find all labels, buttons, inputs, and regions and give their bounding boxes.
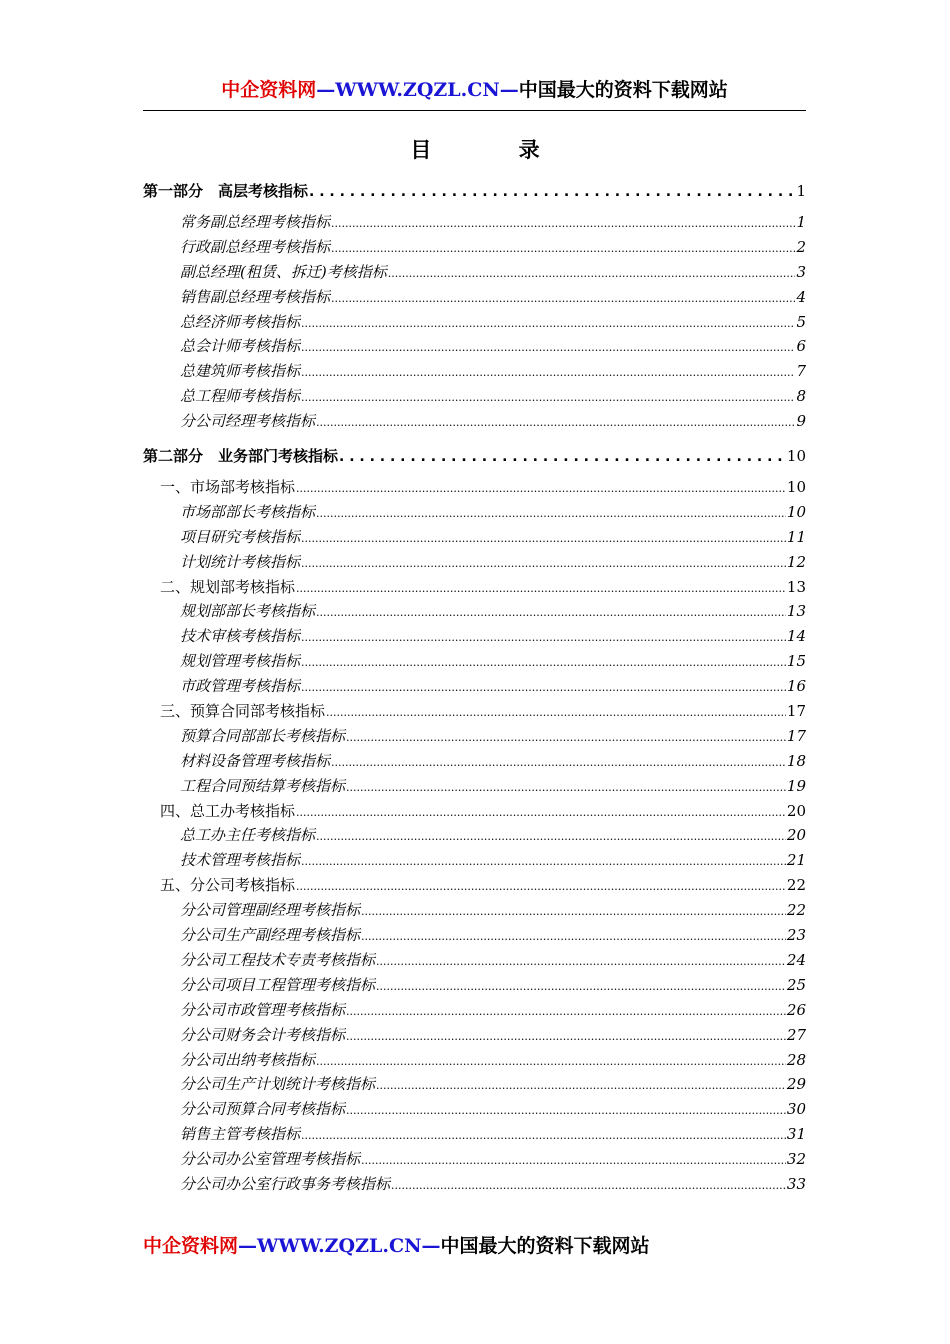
toc-entry-label: 分公司工程技术专责考核指标 xyxy=(180,950,376,969)
dot-leader xyxy=(301,677,786,695)
toc-entry-label: 市政管理考核指标 xyxy=(180,677,301,696)
toc-subentry[interactable] xyxy=(143,311,806,336)
toc-part-heading[interactable] xyxy=(143,445,806,476)
toc-subentry[interactable] xyxy=(143,1173,806,1198)
toc-entry-label: 第一部分 高层考核指标 xyxy=(143,182,309,200)
toc-subentry[interactable] xyxy=(143,750,806,775)
header-dash-1: — xyxy=(316,79,336,101)
toc-entry-page-number: 7 xyxy=(796,362,806,381)
toc-entry-page-number: 9 xyxy=(796,412,806,431)
dot-leader xyxy=(316,503,786,521)
toc-title: 目 录 xyxy=(410,138,580,162)
toc-entry-label: 技术审核考核指标 xyxy=(180,627,301,646)
toc-entry-page-number: 27 xyxy=(786,1025,806,1044)
toc-section-entry[interactable] xyxy=(143,576,806,601)
toc-entry-page-number: 20 xyxy=(786,826,806,845)
toc-entry-page-number: 17 xyxy=(786,726,806,745)
toc-subentry[interactable] xyxy=(143,335,806,360)
toc-entry-page-number: 25 xyxy=(786,975,806,994)
toc-subentry[interactable] xyxy=(143,526,806,551)
toc-entry-label: 分公司出纳考核指标 xyxy=(180,1050,316,1069)
toc-subentry[interactable] xyxy=(143,211,806,236)
toc-entry-page-number: 21 xyxy=(786,851,806,870)
toc-entry-label: 规划部部长考核指标 xyxy=(180,602,316,621)
dot-leader xyxy=(346,1001,786,1019)
toc-entry-page-number: 14 xyxy=(786,627,806,646)
toc-subentry[interactable] xyxy=(143,600,806,625)
toc-subentry[interactable] xyxy=(143,924,806,949)
toc-entry-page-number: 22 xyxy=(786,901,806,920)
dot-leader xyxy=(361,926,786,944)
toc-entry-page-number: 15 xyxy=(786,652,806,671)
toc-subentry[interactable] xyxy=(143,824,806,849)
toc-entry-page-number: 30 xyxy=(786,1100,806,1119)
toc-entry-label: 市场部部长考核指标 xyxy=(180,502,316,521)
toc-entry-label: 销售主管考核指标 xyxy=(180,1125,301,1144)
dot-leader xyxy=(296,876,786,894)
dot-leader xyxy=(309,182,795,200)
dot-leader xyxy=(339,447,786,465)
dot-leader xyxy=(388,263,796,281)
toc-section-entry[interactable] xyxy=(143,476,806,501)
toc-section-entry[interactable] xyxy=(143,800,806,825)
toc-subentry[interactable] xyxy=(143,385,806,410)
header-slogan: 中国最大的资料下载网站 xyxy=(518,79,728,101)
toc-subentry[interactable] xyxy=(143,360,806,385)
toc-entry-page-number: 20 xyxy=(786,801,806,820)
header-site-name: 中企资料网 xyxy=(221,79,317,101)
toc-subentry[interactable] xyxy=(143,410,806,435)
dot-leader xyxy=(376,1075,786,1093)
toc-subentry[interactable] xyxy=(143,1123,806,1148)
dot-leader xyxy=(346,777,786,795)
toc-entry-page-number: 6 xyxy=(796,337,806,356)
toc-entry-page-number: 29 xyxy=(786,1075,806,1094)
toc-entry-label: 五、分公司考核指标 xyxy=(160,876,296,895)
toc-entry-page-number: 10 xyxy=(786,447,806,466)
toc-entry-label: 总建筑师考核指标 xyxy=(180,362,301,381)
dot-leader xyxy=(326,702,786,720)
toc-entry-label: 分公司项目工程管理考核指标 xyxy=(180,975,376,994)
toc-entry-page-number: 26 xyxy=(786,1000,806,1019)
toc-subentry[interactable] xyxy=(143,501,806,526)
dot-leader xyxy=(301,313,795,331)
footer-site-name: 中企资料网 xyxy=(143,1235,239,1257)
page-header xyxy=(143,76,806,104)
toc-subentry[interactable] xyxy=(143,899,806,924)
dot-leader xyxy=(346,1100,786,1118)
toc-subentry[interactable] xyxy=(143,1148,806,1173)
toc-subentry[interactable] xyxy=(143,949,806,974)
dot-leader xyxy=(301,553,786,571)
toc-subentry[interactable] xyxy=(143,236,806,261)
toc-subentry[interactable] xyxy=(143,974,806,999)
toc-entry-page-number: 23 xyxy=(786,926,806,945)
toc-entry-page-number: 13 xyxy=(786,602,806,621)
dot-leader xyxy=(301,337,795,355)
toc-entry-label: 总会计师考核指标 xyxy=(180,337,301,356)
toc-subentry[interactable] xyxy=(143,725,806,750)
toc-entry-page-number: 32 xyxy=(786,1150,806,1169)
toc-entry-page-number: 1 xyxy=(796,213,806,231)
toc-entry-label: 总经济师考核指标 xyxy=(180,312,301,331)
toc-entry-page-number: 5 xyxy=(796,312,806,331)
toc-subentry[interactable] xyxy=(143,675,806,700)
toc-subentry[interactable] xyxy=(143,849,806,874)
dot-leader xyxy=(301,851,786,869)
dot-leader xyxy=(316,826,786,844)
dot-leader xyxy=(301,528,786,546)
toc-entry-label: 行政副总经理考核指标 xyxy=(180,237,331,256)
table-of-contents xyxy=(143,180,806,1198)
toc-entry-label: 材料设备管理考核指标 xyxy=(180,751,331,770)
toc-entry-page-number: 17 xyxy=(786,702,806,721)
toc-entry-label: 分公司管理副经理考核指标 xyxy=(180,901,361,920)
dot-leader xyxy=(301,362,795,380)
toc-entry-page-number: 33 xyxy=(786,1174,806,1193)
dot-leader xyxy=(301,387,795,405)
dot-leader xyxy=(296,478,786,496)
toc-entry-label: 分公司经理考核指标 xyxy=(180,412,316,431)
dot-leader xyxy=(361,1150,786,1168)
toc-subentry[interactable] xyxy=(143,999,806,1024)
toc-entry-page-number: 4 xyxy=(796,287,806,306)
toc-subentry[interactable] xyxy=(143,775,806,800)
header-dash-2: — xyxy=(499,79,519,101)
footer-dash-2: — xyxy=(421,1235,441,1257)
dot-leader xyxy=(301,652,786,670)
toc-entry-label: 总工办主任考核指标 xyxy=(180,826,316,845)
toc-entry-label: 常务副总经理考核指标 xyxy=(180,213,331,231)
dot-leader xyxy=(331,752,786,770)
toc-entry-label: 分公司财务会计考核指标 xyxy=(180,1025,346,1044)
toc-entry-label: 工程合同预结算考核指标 xyxy=(180,776,346,795)
toc-subentry[interactable] xyxy=(143,261,806,286)
dot-leader xyxy=(296,578,786,596)
toc-entry-label: 二、规划部考核指标 xyxy=(160,577,296,596)
dot-leader xyxy=(301,627,786,645)
toc-subentry[interactable] xyxy=(143,1098,806,1123)
toc-entry-page-number: 3 xyxy=(796,262,806,281)
dot-leader xyxy=(331,213,795,231)
toc-subentry[interactable] xyxy=(143,286,806,311)
toc-part-heading[interactable] xyxy=(143,180,806,211)
toc-entry-label: 项目研究考核指标 xyxy=(180,527,301,546)
toc-entry-label: 分公司生产副经理考核指标 xyxy=(180,926,361,945)
toc-entry-page-number: 28 xyxy=(786,1050,806,1069)
toc-entry-page-number: 1 xyxy=(796,182,806,200)
toc-entry-page-number: 18 xyxy=(786,751,806,770)
toc-entry-label: 技术管理考核指标 xyxy=(180,851,301,870)
dot-leader xyxy=(301,1125,786,1143)
toc-entry-page-number: 11 xyxy=(786,527,806,546)
dot-leader xyxy=(391,1175,786,1193)
footer-dash-1: — xyxy=(238,1235,258,1257)
footer-url-link[interactable]: WWW.ZQZL.CN xyxy=(257,1235,422,1257)
toc-entry-page-number: 10 xyxy=(786,478,806,497)
toc-entry-label: 四、总工办考核指标 xyxy=(160,801,296,820)
toc-entry-label: 计划统计考核指标 xyxy=(180,552,301,571)
toc-entry-label: 三、预算合同部考核指标 xyxy=(160,702,326,721)
toc-entry-label: 副总经理(租赁、拆迁)考核指标 xyxy=(180,262,387,281)
toc-subentry[interactable] xyxy=(143,1024,806,1049)
toc-entry-label: 一、市场部考核指标 xyxy=(160,478,296,497)
dot-leader xyxy=(331,238,795,256)
toc-entry-page-number: 16 xyxy=(786,677,806,696)
toc-entry-label: 分公司市政管理考核指标 xyxy=(180,1000,346,1019)
toc-entry-page-number: 10 xyxy=(786,502,806,521)
header-divider xyxy=(143,110,806,111)
page-footer xyxy=(143,1232,649,1260)
toc-entry-label: 分公司办公室管理考核指标 xyxy=(180,1150,361,1169)
dot-leader xyxy=(361,901,786,919)
toc-section-entry[interactable] xyxy=(143,874,806,899)
toc-entry-page-number: 12 xyxy=(786,552,806,571)
toc-entry-page-number: 31 xyxy=(786,1125,806,1144)
header-url-link[interactable]: WWW.ZQZL.CN xyxy=(335,79,500,101)
dot-leader xyxy=(346,1026,786,1044)
dot-leader xyxy=(331,288,795,306)
dot-leader xyxy=(316,602,786,620)
toc-section-entry[interactable] xyxy=(143,700,806,725)
toc-subentry[interactable] xyxy=(143,1049,806,1074)
toc-entry-page-number: 2 xyxy=(796,237,806,256)
footer-slogan: 中国最大的资料下载网站 xyxy=(440,1235,650,1257)
toc-entry-label: 分公司办公室行政事务考核指标 xyxy=(180,1174,391,1193)
toc-subentry[interactable] xyxy=(143,625,806,650)
toc-entry-label: 规划管理考核指标 xyxy=(180,652,301,671)
toc-subentry[interactable] xyxy=(143,551,806,576)
toc-entry-page-number: 8 xyxy=(796,387,806,406)
dot-leader xyxy=(376,976,786,994)
toc-subentry[interactable] xyxy=(143,650,806,675)
toc-entry-label: 预算合同部部长考核指标 xyxy=(180,726,346,745)
toc-entry-label: 分公司生产计划统计考核指标 xyxy=(180,1075,376,1094)
toc-entry-page-number: 22 xyxy=(786,876,806,895)
toc-entry-page-number: 13 xyxy=(786,577,806,596)
toc-entry-label: 总工程师考核指标 xyxy=(180,387,301,406)
dot-leader xyxy=(316,1051,786,1069)
toc-entry-page-number: 19 xyxy=(786,776,806,795)
dot-leader xyxy=(316,412,795,430)
toc-subentry[interactable] xyxy=(143,1073,806,1098)
toc-entry-page-number: 24 xyxy=(786,950,806,969)
dot-leader xyxy=(296,802,786,820)
toc-entry-label: 分公司预算合同考核指标 xyxy=(180,1100,346,1119)
toc-entry-label: 第二部分 业务部门考核指标 xyxy=(143,447,339,466)
dot-leader xyxy=(376,951,786,969)
toc-entry-label: 销售副总经理考核指标 xyxy=(180,287,331,306)
dot-leader xyxy=(346,727,786,745)
